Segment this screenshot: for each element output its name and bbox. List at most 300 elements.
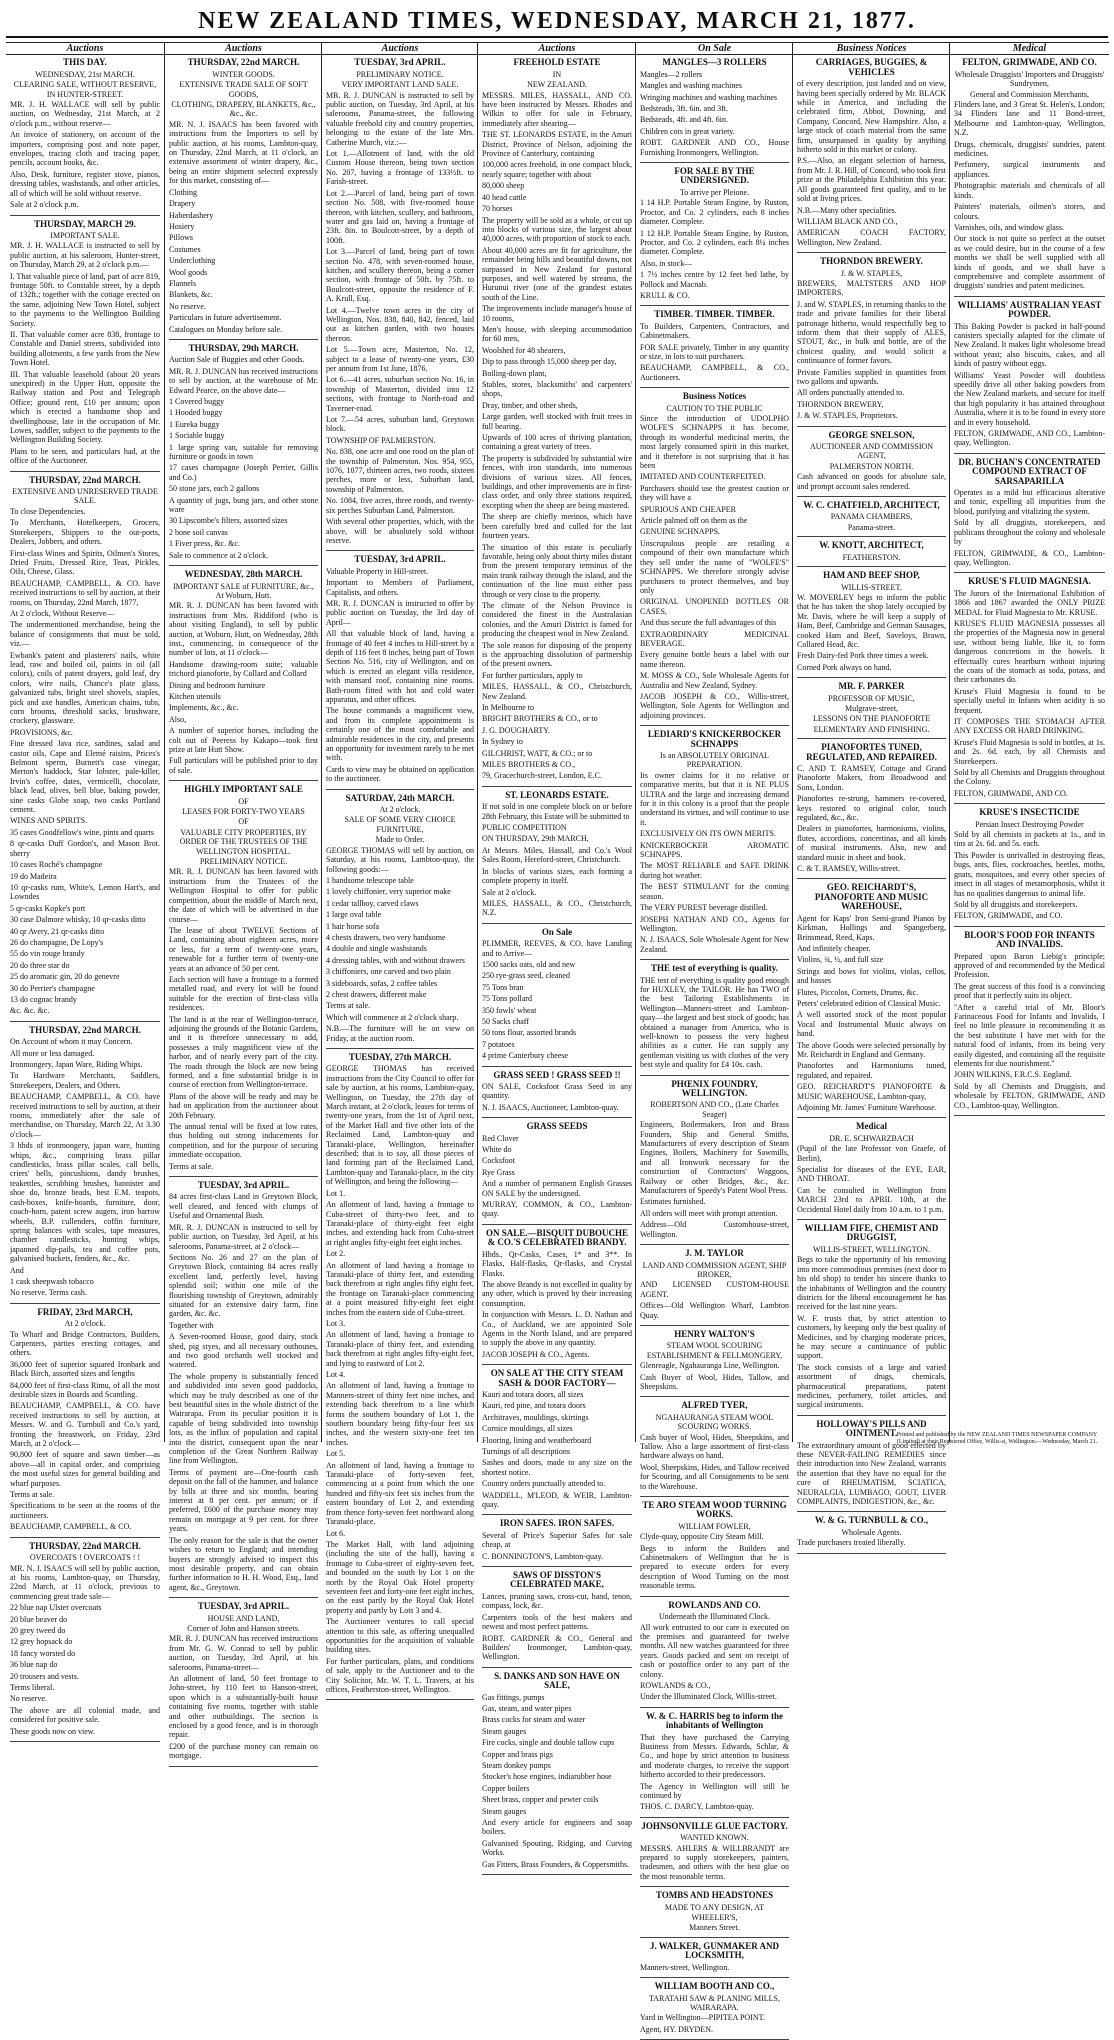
ad-body-text: The sheep are chiefly merinos, which have been carefully bred and culled for the last fourteen years. [482, 512, 632, 541]
ad-body-text: A well assorted stock of the most popular Vocal and Instrumental Music always on hand. [797, 1010, 946, 1039]
ad-body-text: 7 potatoes [482, 1039, 515, 1049]
ad-body-text: Boiling-down plant, [482, 368, 547, 378]
ad-headline: WILLIAM BOOTH AND CO., [654, 1981, 775, 1992]
ad-body-text: The extraordinary amount of good effected by these NEVER-FAILING REMEDIES since their introduction into New Zealand, warrants the assertion that they have no equal for the cure of RHEUMATISM, SCIATICA, NEURALGIA, LUMBAGO, GOUT, LIVER COMPLAINTS, INDIGESTION, &c., &c. [797, 1440, 946, 1507]
ad-body-text: Lot 7.—54 acres, suburban land, Greytown block. [326, 415, 474, 434]
ad-subheadline: VERY IMPORTANT LAND SALE. [341, 80, 459, 90]
advertisement [482, 928, 632, 1067]
ad-body-text: The Jurors of the International Exhibition of 1866 and 1867 awarded the ONLY PRIZE MEDAL for Fluid Magnesia to Mr. KRUSE. [954, 588, 1105, 617]
ad-subheadline: OF [238, 796, 249, 806]
ad-body-text: Gas fittings, pumps [482, 1692, 545, 1702]
ad-body-text: Men's house, with sleeping accommodation for 60 men, [482, 324, 632, 344]
advertisement [640, 310, 789, 388]
ad-subheadline: To arrive per Pleione. [679, 187, 750, 197]
advertisement [640, 1822, 789, 1887]
ad-body-text: About 40,000 acres are fit for agriculture, the remainder being hills and beautiful downs, not surpassed in New Zealand for pastoral purposes, and well watered by streams, the Hurunui river (one of the grandest estates south of the Line. [482, 245, 632, 302]
ad-body-text: Sale to commence at 2 o'clock. [169, 550, 269, 560]
ad-body-text: MR. N. J. ISAACS has been favored with instructions from the Importers to sell by public auction, at his rooms, Lambton-quay, on Thursday, 22nd March, at 11 o'clock, an extensive assortment of winter drapery, &c., being an entire shipment selected expressly for this market, consisting of— [169, 119, 318, 186]
ad-body-text: Lot 2. [326, 1249, 346, 1259]
ad-body-text: Drapery [169, 199, 196, 209]
advertisement [482, 1122, 632, 1225]
ad-body-text: Each section will have a frontage to a formed metalled road, and every lot will be found suitable for the erection of first-class villa residences. [169, 974, 318, 1013]
section-header: Medical [950, 42, 1109, 55]
ad-headline: WILLIAMS' AUSTRALIAN YEAST POWDER. [957, 299, 1102, 320]
advertisement [640, 1249, 789, 1326]
ad-body-text: Wool, Sheepskins, Hides, and Tallow received for Scouring, and all Consignments to be sent to the Warehouse. [640, 1462, 789, 1491]
ad-headline: S. DANKS AND SON HAVE ON SALE, [494, 1670, 620, 1691]
ad-subheadline: EXTENSIVE AND UNRESERVED TRADE SALE. [12, 487, 158, 506]
ad-body-text: Cornice mouldings, all sizes [482, 1424, 573, 1434]
ad-body-text: 10 qr-casks rum, White's, Lemon Hart's, and Lowndes [10, 882, 160, 902]
ad-headline: KRUSE'S FLUID MAGNESIA. [968, 576, 1091, 587]
ad-body-text: FELTON, GRIMWADE, AND CO. [954, 788, 1068, 798]
advertisement [10, 220, 160, 472]
ad-body-text: Sale at 2 o'clock p.m. [10, 200, 79, 210]
ad-subheadline: Mulgrave-street, [844, 703, 899, 713]
ad-headline: HOLLOWAY'S PILLS AND OINTMENT. [816, 1418, 927, 1439]
ad-body-text: EXCLUSIVELY ON ITS OWN MERITS. [640, 829, 777, 839]
ad-body-text: Sheet brass, copper and pewter coils [482, 1795, 599, 1805]
ad-headline: THIS DAY. [63, 57, 107, 68]
ad-body-text: 1 lovely chiffonier, very superior make [326, 887, 451, 897]
ad-body-text: The house commands a magnificent view, and from its complete appointments is certainly one of the most comfortable and admirable residences in the city, and presents an opportunity for investment rarely to be met with. [326, 706, 474, 763]
ad-body-text: An allotment of land, having a frontage to Cuba-street of thirty-two feet, and to Taranaki-place of thirty-eight feet eight inches, and extending back from Cuba-street at right angles fifty-eight feet eight inches. [326, 1200, 474, 1247]
ad-body-text: Its owner claims for it no relative or comparative merits, but that it is NE PLUS ULTRA and the large and increasing demand for it in this colony is a proof that the people understand its virtues, and will continue to use it. [640, 770, 789, 827]
ad-body-text: The situation of this estate is peculiarly favorable, being only about thirty miles distant from the present temporary terminus of the main trunk railway through the island, and the continuation of the line must either pass through or very close to the property. [482, 542, 632, 599]
ad-body-text: Red Clover [482, 1133, 519, 1143]
ad-body-text: WILLIAM BLACK AND CO., [797, 216, 898, 226]
ad-body-text: Valuable Property in Hill-street. [326, 566, 429, 576]
ad-body-text: ROWLANDS & CO., [640, 1680, 711, 1690]
ad-body-text: Operates as a mild but efficacious alterative and tonic, expelling all impurities from the blood, purifying and vitalizing the system. [954, 488, 1105, 516]
ad-body-text: Glenreagle, Ngahauranga Line, Wellington. [640, 1361, 780, 1371]
ad-body-text: Terms at sale. [10, 1490, 55, 1500]
ad-body-text: 1 14 H.P. Portable Steam Engine, by Ruston, Proctor, and Co. 2 cylinders, each 8 inches diameter. Complete. [640, 198, 789, 227]
ad-body-text: Begs to take the opportunity of his removing into more commodious premises (next door to his old shop) to tender his sincere thanks to the inhabitants of Wellington and the country districts for the liberal encouragement he has received for the last nine years. [797, 1255, 946, 1312]
ad-body-text: 1 large spring van, suitable for removing furniture or goods in town [169, 442, 318, 462]
ad-body-text: Williams' Yeast Powder will doubtless speedily drive all other baking powders from the New Zealand markets, and secure for itself that high popularity it has attained throughout Australia, where it is to be found in every store and in every household. [954, 370, 1105, 427]
ad-body-text: Lot 5.—Town acre, Masterton, No. 12, subject to a lease of twenty-one years, £30 per annum from 1st June, 1876. [326, 345, 474, 373]
ad-subheadline: CLOTHING, DRAPERY, BLANKETS, &c., &c., &c. [171, 100, 316, 119]
ad-body-text: 40 qr Avery, 21 qr-casks ditto [10, 926, 105, 936]
ad-body-text: Prepared upon Baron Liebig's principle; approved of and recommended by the Medical Profession. [954, 951, 1105, 980]
ad-body-text: FOR SALE privately, Timber in any quantity or size, in lots to suit purchasers. [640, 342, 789, 361]
ad-headline: TUESDAY, 3rd APRIL. [354, 554, 446, 565]
ad-subheadline: WINTER GOODS. [212, 69, 275, 79]
ad-body-text: MR. R. J. DUNCAN has received instructions from Mr. G. W. Conrad to sell by public auction, on Tuesday, 3rd April, at his salerooms, Panama-street— [169, 1634, 318, 1672]
ad-headline: Medical [856, 1121, 887, 1132]
ad-body-text: Offices—Old Wellington Wharf, Lambton Quay. [640, 1301, 789, 1320]
ad-body-text: GENUINE SCHNAPPS. [640, 527, 721, 537]
ad-subheadline: WEDNESDAY, 21st MARCH. [35, 69, 135, 79]
ad-body-text: Lot 4. [326, 1370, 346, 1379]
ad-body-text: Lot 3.—Parcel of land, being part of town section No. 478, with seven-roomed house, kitchen, and scullery thereon, being a corner section, with frontage of 50ft. by 75ft. to Boulcott-street, opposite the residence of F. A. Krull, Esq. [326, 247, 474, 304]
advertisement [797, 501, 946, 537]
ad-body-text: KRUSE'S FLUID MAGNESIA possesses all the properties of the Magnesia now in general use, without being liable, like it, to form dangerous concretions in the bowels. It effectually cures heartburn without injuring the coats of the stomach as soda, potass, and their carbonates do. [954, 618, 1105, 685]
advertisement [169, 58, 318, 340]
ad-body-text: BEAUCHAMP, CAMPBELL, & CO. have received instructions to sell by auction, at their rooms, on Thursday, 22nd March, 1877, [10, 578, 160, 607]
ad-body-text: 25 do aromatic gin, 20 do genevre [10, 972, 120, 982]
ad-body-text: MURRAY, COMMON, & CO., Lambton-quay. [482, 1200, 632, 1219]
ad-body-text: III. That valuable leasehold (about 20 years unexpired) in the Upper Hutt, opposite the Railway station and Post and Telegraph Office; ground rent, £10 per annum; upon which is erected a handsome shop and dwellinghouse, late in the occupation of Mr. Lowes, saddler, subject to the payments to the Wellington Building Society. [10, 369, 160, 445]
ad-body-text: Terms at sale. [169, 1161, 214, 1171]
ad-body-text: THE ST. LEONARDS ESTATE, in the Amuri District, Province of Nelson, adjoining the Province of Canterbury, containing [482, 130, 632, 159]
ad-body-text: 3 hhds of ironmongery, japan ware, hunting whips, &c., comprising brass pillar candlesticks, brass pillar scales, call bells, criers' bells, pincushions, dandy brushes, teakettles, scrubbing brushes, bannister and shoe do, bronze beads, best E.M. teapots, cash-boxes, knife-boards, furniture, door, coach-horn, patent screw augers, iron barrow wheels, B.P. cullenders, coffin furniture, spring balances with scales, tape measures, chamber candlesticks, hunting whips, japanned dip-pails, tea and coffee pots, galvanised buckets, fenders, &c., &c. [10, 1141, 160, 1264]
ad-body-text: Agent for Kaps' Iron Semi-grand Pianos by Kirkman, Hollings and Spangerberg, Brinsmead, Reed, Kaps. [797, 913, 946, 942]
ad-body-text: In blocks of various sizes, each forming a complete property in itself. [482, 866, 632, 886]
ad-body-text: Sold by all druggists, storekeepers, and publicans throughout the colony and wholesale by [954, 518, 1105, 547]
ad-subheadline: Underneath the Illuminated Clock. [658, 1612, 771, 1622]
ad-body-text: Manners-street, Wellington. [640, 1962, 730, 1972]
ad-body-text: Flooring, lining and weatherboard [482, 1435, 592, 1445]
ad-body-text: 20 trousers and vests. [10, 1671, 79, 1681]
ad-subheadline: TARATAHI SAW & PLANING MILLS, WAIRARAPA. [648, 1993, 781, 2012]
advertisement [954, 577, 1105, 804]
ad-body-text: of every description, just landed and on view, having been specially ordered by Mr. BLACK while in America, and including the celebrated firm, Abbot, Downing, and Company, Concord, New Hampshire. Also, a large stock of coach material from the same firm, unsurpassed in quality by anything hitherto sold in this market or colony. [797, 79, 946, 155]
ad-body-text: 2 chest drawers, different make [326, 989, 427, 999]
advertisement [797, 883, 946, 1118]
ad-subheadline: SALE OF SOME VERY CHOICE FURNITURE, [344, 815, 456, 834]
ad-body-text: MR. J. H. WALLACE will sell by public auction, on Wednesday, 21st March, at 2 o'clock p.m., without reserve— [10, 100, 160, 128]
ad-body-text: First-class Wines and Spirits, Oilmen's Stores, Dried Fruits, Dressed Rice, Teas, Pickles, Oils, Cheese, Glass. [10, 548, 160, 577]
ad-body-text: Mangles—2 rollers [640, 69, 702, 79]
ad-body-text: The above Goods were selected personally by Mr. Reichardt in England and Germany. [797, 1040, 946, 1059]
ad-headline: TOMBS AND HEADSTONES [655, 1890, 774, 1901]
ad-body-text: The MOST RELIABLE and SAFE DRINK during hot weather. [640, 861, 789, 880]
ad-body-text: AND LICENSED CUSTOM-HOUSE AGENT. [640, 1280, 789, 1299]
ad-body-text: In conjunction with Messrs. L. D. Nathan and Co., of Auckland, we are appointed Sole Agents in the North Island, and are prepared to supply the above in any quantity. [482, 1310, 632, 1348]
ad-body-text: On Account of whom it may Concern. [10, 1037, 133, 1047]
ad-body-text: An allotment of land, having a frontage to Taranaki-place of forty-seven feet, commencing at a point from which the one hundred and fifty-six feet six inches from the eastern boundary of Lot 2, and extending from thence forty-seven feet northward along Taranaki-place. [326, 1460, 474, 1527]
ad-body-text: An allotment of land having a frontage to Taranaki-place of thirty feet, and extending back therefrom at right angles fifty eight feet, the frontage on Taranaki-place commencing at a point measured fifty-eight feet eight inches from the eastern side of Cuba-street. [326, 1260, 474, 1317]
ad-subheadline: HOUSE AND LAND, [207, 1613, 280, 1623]
ad-body-text: Pianofortes and Harmoniums tuned, regulated, and repaired. [797, 1061, 946, 1080]
ad-body-text: 20 grey tweed do [10, 1625, 66, 1635]
ad-body-text: 50 tons flour, assorted brands [482, 1028, 577, 1038]
ad-body-text: Stables, stores, blacksmiths' and carpenters' shops, [482, 380, 632, 399]
advertisement [797, 1224, 946, 1416]
ad-body-text: To Wharf and Bridge Contractors, Builders, Carpenters, parties erecting cottages, and others. [10, 1329, 160, 1358]
ad-subheadline: AUCTIONEER AND COMMISSION AGENT, [809, 442, 934, 461]
ad-body-text: Address—Old Customhouse-street, Wellington. [640, 1220, 789, 1239]
ad-subheadline: Wholesale Druggists' Importers and Druggists' Sundrymen, [954, 69, 1105, 89]
ad-body-text: 30 case Dalmore whisky, 10 qr-casks ditto [10, 915, 146, 925]
ad-body-text: KRULL & CO. [640, 290, 690, 300]
ad-body-text: J. G. DOUGHARTY. [482, 725, 551, 735]
advertisement [326, 794, 474, 1049]
ad-body-text: Dray, timber, and other sheds, [482, 400, 578, 410]
ad-body-text: Rye Grass [482, 1167, 515, 1177]
column-4 [477, 42, 636, 1869]
ad-body-text: Stocker's hose engines, indiarubber hose [482, 1772, 612, 1782]
ad-body-text: And thus secure the full advantages of this [640, 618, 777, 628]
ad-subheadline: Is an ABSOLUTELY ORIGINAL PREPARATION. [660, 751, 769, 770]
ad-headline: J. M. TAYLOR [685, 1248, 744, 1259]
ad-body-text: 1 cask sheepwash tobacco [10, 1276, 94, 1286]
ad-headline: THORNDON BREWERY. [820, 256, 923, 267]
ad-body-text: Architraves, mouldings, skirtings [482, 1412, 589, 1422]
advertisement [640, 58, 789, 163]
ad-body-text: GEORGE THOMAS will sell by auction, on Saturday, at his rooms, Lambton-quay, the following goods:— [326, 845, 474, 874]
ad-body-text: N.B.—Many other specialities. [797, 205, 897, 215]
ad-body-text: 80,000 sheep [482, 181, 525, 191]
advertisement [797, 1516, 946, 1553]
ad-body-text: Copper boilers [482, 1783, 530, 1793]
ad-body-text: At Messrs. Miles, Hassall, and Co.'s Wool Sales Room, Hereford-street, Christchurch. [482, 845, 632, 865]
ad-body-text: The sole reason for disposing of the property is the approaching dissolution of partnership of the present owners. [482, 640, 632, 669]
ad-body-text: For further particulars, apply to [482, 670, 583, 680]
ad-subheadline: WANTED KNOWN. [680, 1833, 749, 1843]
advertisement [10, 1026, 160, 1304]
columns-container [6, 42, 1108, 2034]
ad-body-text: Kruse's Fluid Magnesia is sold in bottles, at 1s. and 2s. 6d. each, by all Chemists and Storekeepers. [954, 737, 1105, 766]
ad-body-text: Full particulars will be published prior to day of sale. [169, 756, 318, 775]
ad-body-text: Also, Desk, furniture, register stove, pianos, dressing tables, washstands, and other articles, all of which will be sold without reserve. [10, 169, 160, 198]
ad-subheadline: J. & W. STAPLES, [840, 268, 903, 278]
ad-subheadline: IMPORTANT SALE of FURNITURE, &c., At Woburn, Hutt. [173, 581, 314, 600]
advertisement [482, 791, 632, 924]
advertisement [954, 808, 1105, 926]
ad-subheadline: IN [552, 69, 562, 79]
ad-body-text: White do [482, 1145, 512, 1155]
ad-body-text: 1 7½ inches centre by 12 feet bed lathe, by Pollock and Macnab. [640, 270, 789, 289]
ad-headline: FRIDAY, 23rd MARCH, [37, 1306, 133, 1317]
ad-body-text: To Builders, Carpenters, Contractors, and Cabinetmakers. [640, 321, 789, 341]
ad-headline: FELTON, GRIMWADE, AND CO. [962, 57, 1097, 68]
ad-body-text: Clyde-quay, opposite City Steam Mill. [640, 1532, 764, 1542]
ad-headline: GEORGE SNELSON, [828, 429, 915, 440]
column-5 [635, 42, 793, 2034]
ad-headline: THURSDAY, 29th MARCH. [188, 342, 299, 353]
ad-body-text: Underclothing [169, 256, 216, 266]
ad-subheadline: OF [238, 817, 249, 827]
ad-headline: HAM AND BEEF SHOP, [823, 570, 920, 581]
ad-body-text: MILES, HASSALL, & CO., Christchurch, New Zealand. [482, 682, 632, 701]
ad-body-text: The property is subdivided by substantial wire fences, with iron standards, into numerous divisions of various sizes. All fences, buildings, and other improvements are in first-class order, and only three stations required, excepting when the sheep are being mustered. [482, 453, 632, 510]
ad-body-text: Sold by all druggists and storekeepers. [954, 899, 1078, 909]
ad-body-text: 1 Fiver press, &c. &c. [169, 539, 240, 549]
advertisement [326, 555, 474, 789]
ad-headline: IRON SAFES. IRON SAFES. [499, 1518, 615, 1529]
ad-body-text: Article palmed off on them as the [640, 516, 748, 526]
ad-headline: ON SALE AT THE CITY STEAM SASH & DOOR FACTORY— [490, 1368, 624, 1388]
ad-body-text: With several other properties, which, with the above, will be absolutely sold without reserve. [326, 517, 474, 545]
ad-headline: W. C. CHATFIELD, ARCHITECT, [803, 500, 940, 511]
ad-body-text: 19 do Madeira [10, 871, 57, 881]
advertisement [640, 1080, 789, 1246]
ad-body-text: 250 rye-grass seed, cleaned [482, 971, 570, 981]
ad-subheadline: LEASES FOR FORTY-TWO YEARS [182, 807, 305, 817]
ad-body-text: 84,000 feet of first-class Rimu, of all the most desirable sizes in Boards and Scantling. [10, 1380, 160, 1399]
ad-headline: W. & G. TURNBULL & CO., [814, 1515, 929, 1526]
ad-body-text: 12 grey hopsack do [10, 1637, 73, 1647]
ad-headline: KRUSE'S INSECTICIDE [979, 807, 1080, 818]
ad-body-text: Cards to view may be obtained on application to the auctioneer. [326, 764, 474, 784]
ad-body-text: The undermentioned merchandise, being the balance of consignments that must be sold, viz.— [10, 620, 160, 649]
ad-body-text: I. That valuable piece of land, part of acre 819, frontage 50ft. to Constable street, by a depth of 132ft.; together with the cottage erected on the same, adjoining New Town Hotel, subject to the payments to the Wellington Building Society. [10, 271, 161, 328]
ad-headline: ON SALE.—BISQUIT DUBOUCHE & CO.'S CELEBRATED BRANDY. [485, 1227, 629, 1248]
advertisement [169, 1181, 318, 1598]
ad-body-text: Lot 4.—Twelve town acres in the city of Wellington, Nos. 838, 840, 842, fenced, laid out as kitchen garden, with two houses thereon. [326, 305, 474, 343]
ad-body-text: Sold by all Chemists and Druggists, and wholesale by FELTON, GRIMWADE, AND CO., Lambton-quay, Wellington. [954, 1081, 1105, 1110]
ad-headline: BLOOR'S FOOD FOR INFANTS AND INVALIDS. [964, 929, 1095, 950]
ad-body-text: Corned Pork always on hand. [797, 662, 892, 672]
ad-body-text: Implements, &c., &c. [169, 703, 239, 713]
advertisement [640, 1982, 789, 2040]
ad-body-text: M. MOSS & CO., Sole Wholesale Agents for Australia and New Zealand, Sydney. [640, 671, 789, 690]
ad-body-text: 1 Eureka buggy [169, 419, 220, 429]
advertisement [10, 58, 160, 215]
ad-body-text: 50 stone jars, each 2 gallons [169, 484, 260, 494]
ad-body-text: MR. J. H. WALLACE is instructed to sell by public auction, at his saleroom, Hunter-street, on Thursday, March 29, at 2 o'clock p.m.— [10, 241, 160, 270]
ad-body-text: Lances, pruning saws, cross-cut, hand, tenon, compass, lock, &c. [482, 1591, 632, 1611]
ad-body-text: These goods now on view. [10, 1726, 96, 1736]
advertisement [482, 58, 632, 786]
ad-body-text: Plans of the above will be ready and may be had on application from the auctioneer about 20th February. [169, 1091, 318, 1120]
ad-body-text: And every article for engineers and soap boilers. [482, 1818, 632, 1837]
ad-body-text: Woolshed for 48 shearers, [482, 345, 566, 355]
ad-body-text: The climate of the Nelson Province is considered the finest in the Australasian colonies, and the Amuri District is famed for producing the cheapest wool in New Zealand. [482, 600, 632, 639]
ad-body-text: 84 acres first-class Land in Greytown Block, well cleared, and fenced with clumps of Useful and Ornamental Bush. [169, 1192, 318, 1221]
ad-body-text: 50 Sacks chaff [482, 1016, 529, 1026]
ad-body-text: To Merchants, Hotelkeepers, Grocers, Storekeepers, Shippers to the out-ports, Dealers, Jobbers, and others. [10, 518, 160, 547]
ad-body-text: Can be consulted in Wellington from MARCH 23rd to APRIL 10th, at the Occidental Hotel daily from 10 a.m. to 1 p.m. [797, 1185, 946, 1214]
ad-body-text: The lease of about TWELVE Sections of Land, containing about eighteen acres, more or less, for a term of twenty-one years, renewable for a further term of twenty-one years at an advance of 50 per cent. [169, 925, 318, 973]
newspaper-title: NEW ZEALAND TIMES, WEDNESDAY, MARCH 21, 1877. [198, 8, 916, 34]
ad-body-text: GILCHRIST, WATT, & CO.; or to [482, 748, 593, 758]
ad-body-text: MR. R. J. DUNCAN has been favored with instructions from the Trustees of the Wellington Hospital to offer for public competition, about the middle of March next, the date of which will be advertised in due course— [169, 867, 318, 924]
ad-body-text: A quantity of jugs, bung jars, and other stone ware [169, 495, 318, 515]
ad-headline: TUESDAY, 3rd APRIL. [197, 1180, 290, 1191]
ad-body-text: 35 cases Goodfellow's wine, pints and quarts [10, 827, 154, 837]
advertisement [326, 58, 474, 551]
ad-body-text: That they have purchased the Carrying Business from Messrs. Edwards, Schlar, & Co., and hope by strict attention to business and moderate charges, to receive the support hitherto accorded to their predecessors. [640, 1732, 789, 1780]
ad-body-text: Country orders punctually attended to. [482, 1479, 606, 1489]
ad-body-text: Wool goods [169, 267, 208, 277]
ad-body-text: Blankets, &c. [169, 290, 213, 300]
section-header: Auctions [322, 42, 478, 55]
ad-subheadline: STEAM WOOL SCOURING ESTABLISHMENT & FELLMONGERY, [646, 1341, 783, 1360]
ad-body-text: &c. &c. &c. [10, 1006, 50, 1016]
ad-body-text: 4 dressing tables, with and without drawers [326, 955, 465, 965]
ad-body-text: 100,000 acres freehold, in one compact block, nearly square; together with about [482, 160, 632, 179]
ad-subheadline: Made to Order. [375, 835, 425, 845]
ad-headline: PHŒNIX FOUNDRY, WELLINGTON. [671, 1078, 758, 1098]
ad-body-text: To Hardware Merchants, Saddlers, Storekeepers, Dealers, and Others. [10, 1071, 160, 1090]
ad-body-text: 1500 sacks oats, old and new [482, 959, 576, 969]
ad-subheadline: PRELIMINARY NOTICE. [199, 857, 288, 867]
ad-body-text: Lot 1. [326, 1188, 346, 1198]
advertisement [797, 682, 946, 739]
ad-body-text: The stock consists of a large and varied assortment of drugs, chemicals, pharmaceutical preparations, patent medicines, perfumery, toilet articles, and surgical instruments. [797, 1362, 946, 1410]
ad-headline: TUESDAY, 3rd APRIL. [197, 1601, 290, 1612]
ad-subheadline: LAND AND COMMISSION AGENT, SHIP BROKER, [642, 1260, 787, 1279]
ad-body-text: The only reason for the sale is that the owner wishes to return to England; and intending buyers are strongly advised to inspect this most desirable property, and can obtain further information to H. H. Wood, Esq., land agent, &c., Greytown. [169, 1535, 318, 1592]
ad-body-text: Specialist for diseases of the EYE, EAR, AND THROAT. [797, 1165, 946, 1184]
ad-body-text: ON SALE, Cocksfoot Grass Seed in any quantity. [482, 1082, 632, 1101]
ad-body-text: ORIGINAL UNOPENED BOTTLES OR CASES, [640, 597, 789, 616]
ad-body-text: JACOB JOSEPH & CO., Agents. [482, 1349, 590, 1359]
ad-body-text: Flinders lane, and 3 Great St. Helen's, London; 34 Flinders lane and 11 Bond-street, Melbourne and Lambton-quay, Wellington, N.Z. [954, 100, 1105, 138]
ad-body-text: II. That valuable corner acre 838, frontage to Constable and Daniel streets, subdivided into building allotments, a few yards from the New Town Hotel. [10, 329, 160, 368]
ad-body-text: Clothing [169, 187, 198, 197]
ad-subheadline: PANAMA CHAMBERS, [830, 512, 913, 522]
ad-body-text: MR. N. J. ISAACS will sell by public auction, at his rooms, Lambton-quay, on Thursday, 22nd March, at 11 o'clock, previous to commencing great trade sale— [10, 1563, 160, 1601]
column-7 [949, 42, 1109, 1442]
ad-body-text: 1 Covered buggy [169, 397, 225, 406]
ad-headline: ROWLANDS AND CO. [668, 1599, 761, 1610]
advertisement [954, 458, 1105, 573]
ad-body-text: A number of superior horses, including the colt out of Peeress by Kakapo—took first prize at late Hutt Show. [169, 726, 318, 754]
ad-body-text: WADDELL, M'LEOD, & WEIR, Lambton-quay. [482, 1490, 632, 1510]
advertisement [797, 743, 946, 879]
ad-subheadline: NGAHAURANGA STEAM WOOL SCOURING WORKS. [655, 1412, 774, 1432]
ad-headline: MR. F. PARKER [838, 681, 905, 692]
advertisement [954, 301, 1105, 454]
advertisement [797, 541, 946, 567]
ad-body-text: THORNDON BREWERY, [797, 399, 884, 409]
ad-body-text: Steam gauges [482, 1806, 527, 1816]
ad-body-text: Auction Sale of Buggies and other Goods. [169, 355, 305, 365]
advertisement [640, 1330, 789, 1397]
ad-body-text: FELTON, GRIMWADE, & CO., Lambton-quay, Wellington. [954, 548, 1105, 567]
ad-body-text: Adjoining Mr. James' Furniture Warehouse. [797, 1103, 937, 1112]
ad-body-text: Trade purchasers treated liberally. [797, 1538, 906, 1548]
ad-headline: THURSDAY, 22nd MARCH. [29, 1540, 141, 1551]
ad-body-text: JACOB JOSEPH & CO., Willis-street, Wellington, Sole Agents for Wellington and adjoining provinces. [640, 691, 789, 720]
ad-body-text: 3 chiffoniers, one carved and two plain [326, 967, 451, 977]
ad-body-text: 350 fowls' wheat [482, 1005, 537, 1015]
ad-body-text: FELTON, GRIMWADE, and CO. [954, 911, 1063, 921]
ad-body-text: The whole property is substantially fenced and subdivided into seven good paddocks, which may be truly described as one of the best beautiful sites in the whole district of the Wairarapa. From its peculiar position it is capable of being subdivided into township lots, as the influx of population and capital into the district, consequent upon the near completion of the Great Northern Railway line from Wellington. [169, 1371, 318, 1466]
ad-subheadline: EXTENSIVE TRADE SALE OF SOFT GOODS, [179, 80, 308, 99]
ad-subheadline: WILLIS-STREET. [841, 582, 902, 592]
ad-body-text: 18 fancy worsted do [10, 1648, 76, 1658]
ad-subheadline: CLEARING SALE, WITHOUT RESERVE, IN HUNTER-STREET. [13, 80, 157, 99]
ad-body-text: In Melbourne to [482, 703, 534, 712]
ad-body-text: Fresh Dairy-fed Pork three times a week. [797, 651, 929, 661]
ad-headline: FOR SALE BY THE UNDERSIGNED. [674, 166, 755, 186]
column-3 [321, 42, 478, 1694]
ad-body-text: 4 double and single washstands [326, 944, 427, 954]
ad-headline: CARRIAGES, BUGGIES, & VEHICLES [815, 57, 928, 77]
advertisement [169, 785, 318, 1177]
advertisement [482, 1672, 632, 1875]
advertisement [482, 1369, 632, 1515]
ad-headline: TUESDAY, 3rd APRIL. [354, 57, 446, 68]
ad-body-text: 26 do champagne, De Lopy's [10, 937, 104, 947]
ad-body-text: Strings and bows for violins, violas, cellos, and basses [797, 966, 946, 986]
ad-body-text: 75 Tons bran [482, 982, 524, 992]
ad-body-text: Painters' materials, oilmen's stores, and colours. [954, 202, 1105, 221]
ad-body-text: Ewbank's patent and plasterers' nails, white lead, raw and boiled oil, paints in oil (all colors), coils of patent drayers, gold leaf, dry colors, wire nails, Chance's plate glass, galvanized tubs, bright steel shovels, staples, pick and axe handles, American chains, tubs, corn brooms, threshold sacks, brushware, crockery, glassware. [10, 650, 160, 726]
ad-body-text: Fire cocks, single and double tallow cups [482, 1738, 615, 1748]
advertisement [482, 1519, 632, 1567]
ad-body-text: No reserve. Terms cash. [10, 1288, 87, 1298]
ad-body-text: JOSEPH NATHAN AND CO., Agents for Wellington. [640, 914, 789, 933]
ad-body-text: 5 qr-casks Kopke's port [10, 903, 86, 913]
advertisement [326, 1053, 474, 1700]
ad-body-text: BEAUCHAMP, CAMPBELL, & CO. [10, 1522, 132, 1532]
ad-body-text: Drugs, chemicals, druggists' sundries, patent medicines. [954, 139, 1105, 159]
ad-body-text: MESSRS. AHLERS & WILLBRANDT are prepared to supply storekeepers, painters, tradesmen, and others with the best glue on the most reasonable terms. [640, 1843, 789, 1881]
ad-body-text: N. J. ISAACS, Sole Wholesale Agent for New Zealand. [640, 935, 789, 954]
advertisement [10, 1308, 160, 1538]
ad-body-text: MILES BROTHERS & CO., [482, 760, 576, 770]
masthead [0, 0, 1114, 40]
ad-subheadline: MADE TO ANY DESIGN, AT [664, 1902, 765, 1912]
ad-headline: TE ARO STEAM WOOD TURNING WORKS. [642, 1500, 787, 1520]
